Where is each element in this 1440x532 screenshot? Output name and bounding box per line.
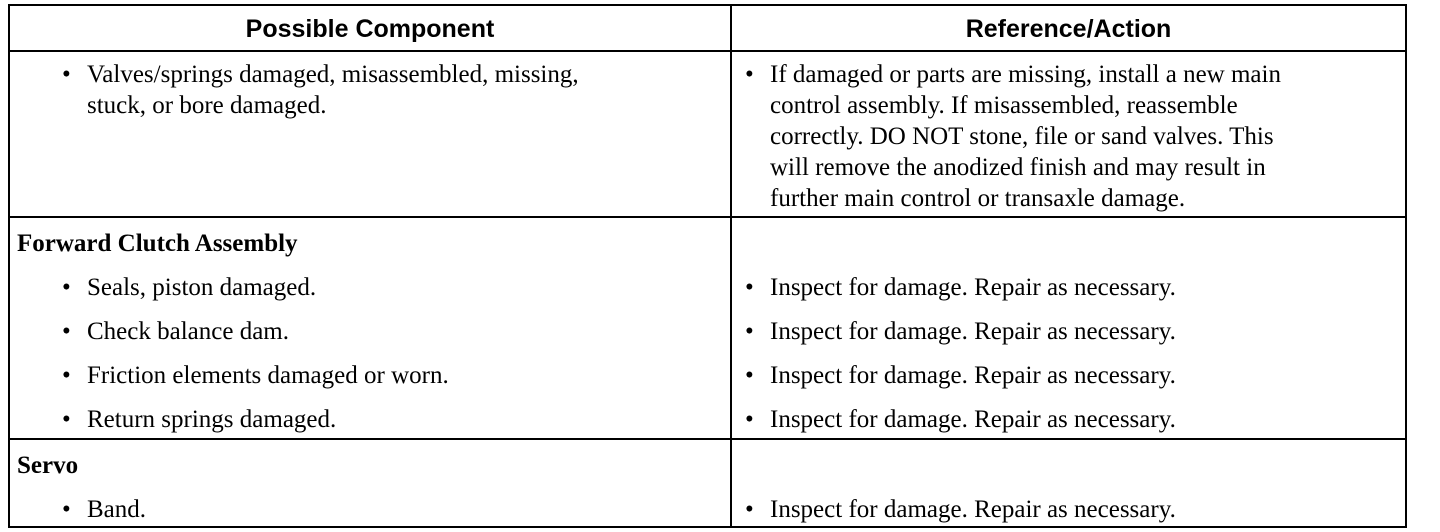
bullet-icon: •: [62, 274, 71, 301]
column-divider: [730, 6, 732, 526]
section-title-forward-clutch: Forward Clutch Assembly: [17, 230, 298, 257]
action-text: Inspect for damage. Repair as necessary.: [770, 406, 1176, 433]
component-text: Valves/springs damaged, misassembled, missing,: [87, 61, 579, 88]
action-text: Inspect for damage. Repair as necessary.: [770, 318, 1176, 345]
bullet-icon: •: [62, 61, 71, 88]
action-text: will remove the anodized finish and may result in: [770, 154, 1266, 181]
bullet-icon: •: [745, 318, 754, 345]
action-text: correctly. DO NOT stone, file or sand valves. This: [770, 123, 1274, 150]
component-text: stuck, or bore damaged.: [87, 92, 327, 119]
section-title-servo: Servo: [17, 452, 79, 479]
action-text: control assembly. If misassembled, reassemble: [770, 92, 1238, 119]
header-reference-action: Reference/Action: [965, 15, 1172, 43]
action-text: Inspect for damage. Repair as necessary.: [770, 362, 1176, 389]
action-text: Inspect for damage. Repair as necessary.: [770, 496, 1176, 523]
component-text: Return springs damaged.: [87, 406, 337, 433]
action-text: If damaged or parts are missing, install a new main: [770, 61, 1281, 88]
component-text: Seals, piston damaged.: [87, 274, 317, 301]
bullet-icon: •: [745, 362, 754, 389]
bullet-icon: •: [745, 61, 754, 88]
diagnosis-table: [8, 4, 1407, 528]
row-divider: [10, 216, 1405, 218]
bullet-icon: •: [745, 406, 754, 433]
bullet-icon: •: [745, 496, 754, 523]
component-text: Friction elements damaged or worn.: [87, 362, 449, 389]
action-text: Inspect for damage. Repair as necessary.: [770, 274, 1176, 301]
bullet-icon: •: [62, 318, 71, 345]
bullet-icon: •: [62, 406, 71, 433]
bullet-icon: •: [745, 274, 754, 301]
header-possible-component: Possible Component: [245, 15, 495, 43]
row-divider: [10, 438, 1405, 440]
component-text: Check balance dam.: [87, 318, 289, 345]
action-text: further main control or transaxle damage.: [770, 185, 1186, 212]
bullet-icon: •: [62, 496, 71, 523]
component-text: Band.: [87, 496, 147, 523]
bullet-icon: •: [62, 362, 71, 389]
